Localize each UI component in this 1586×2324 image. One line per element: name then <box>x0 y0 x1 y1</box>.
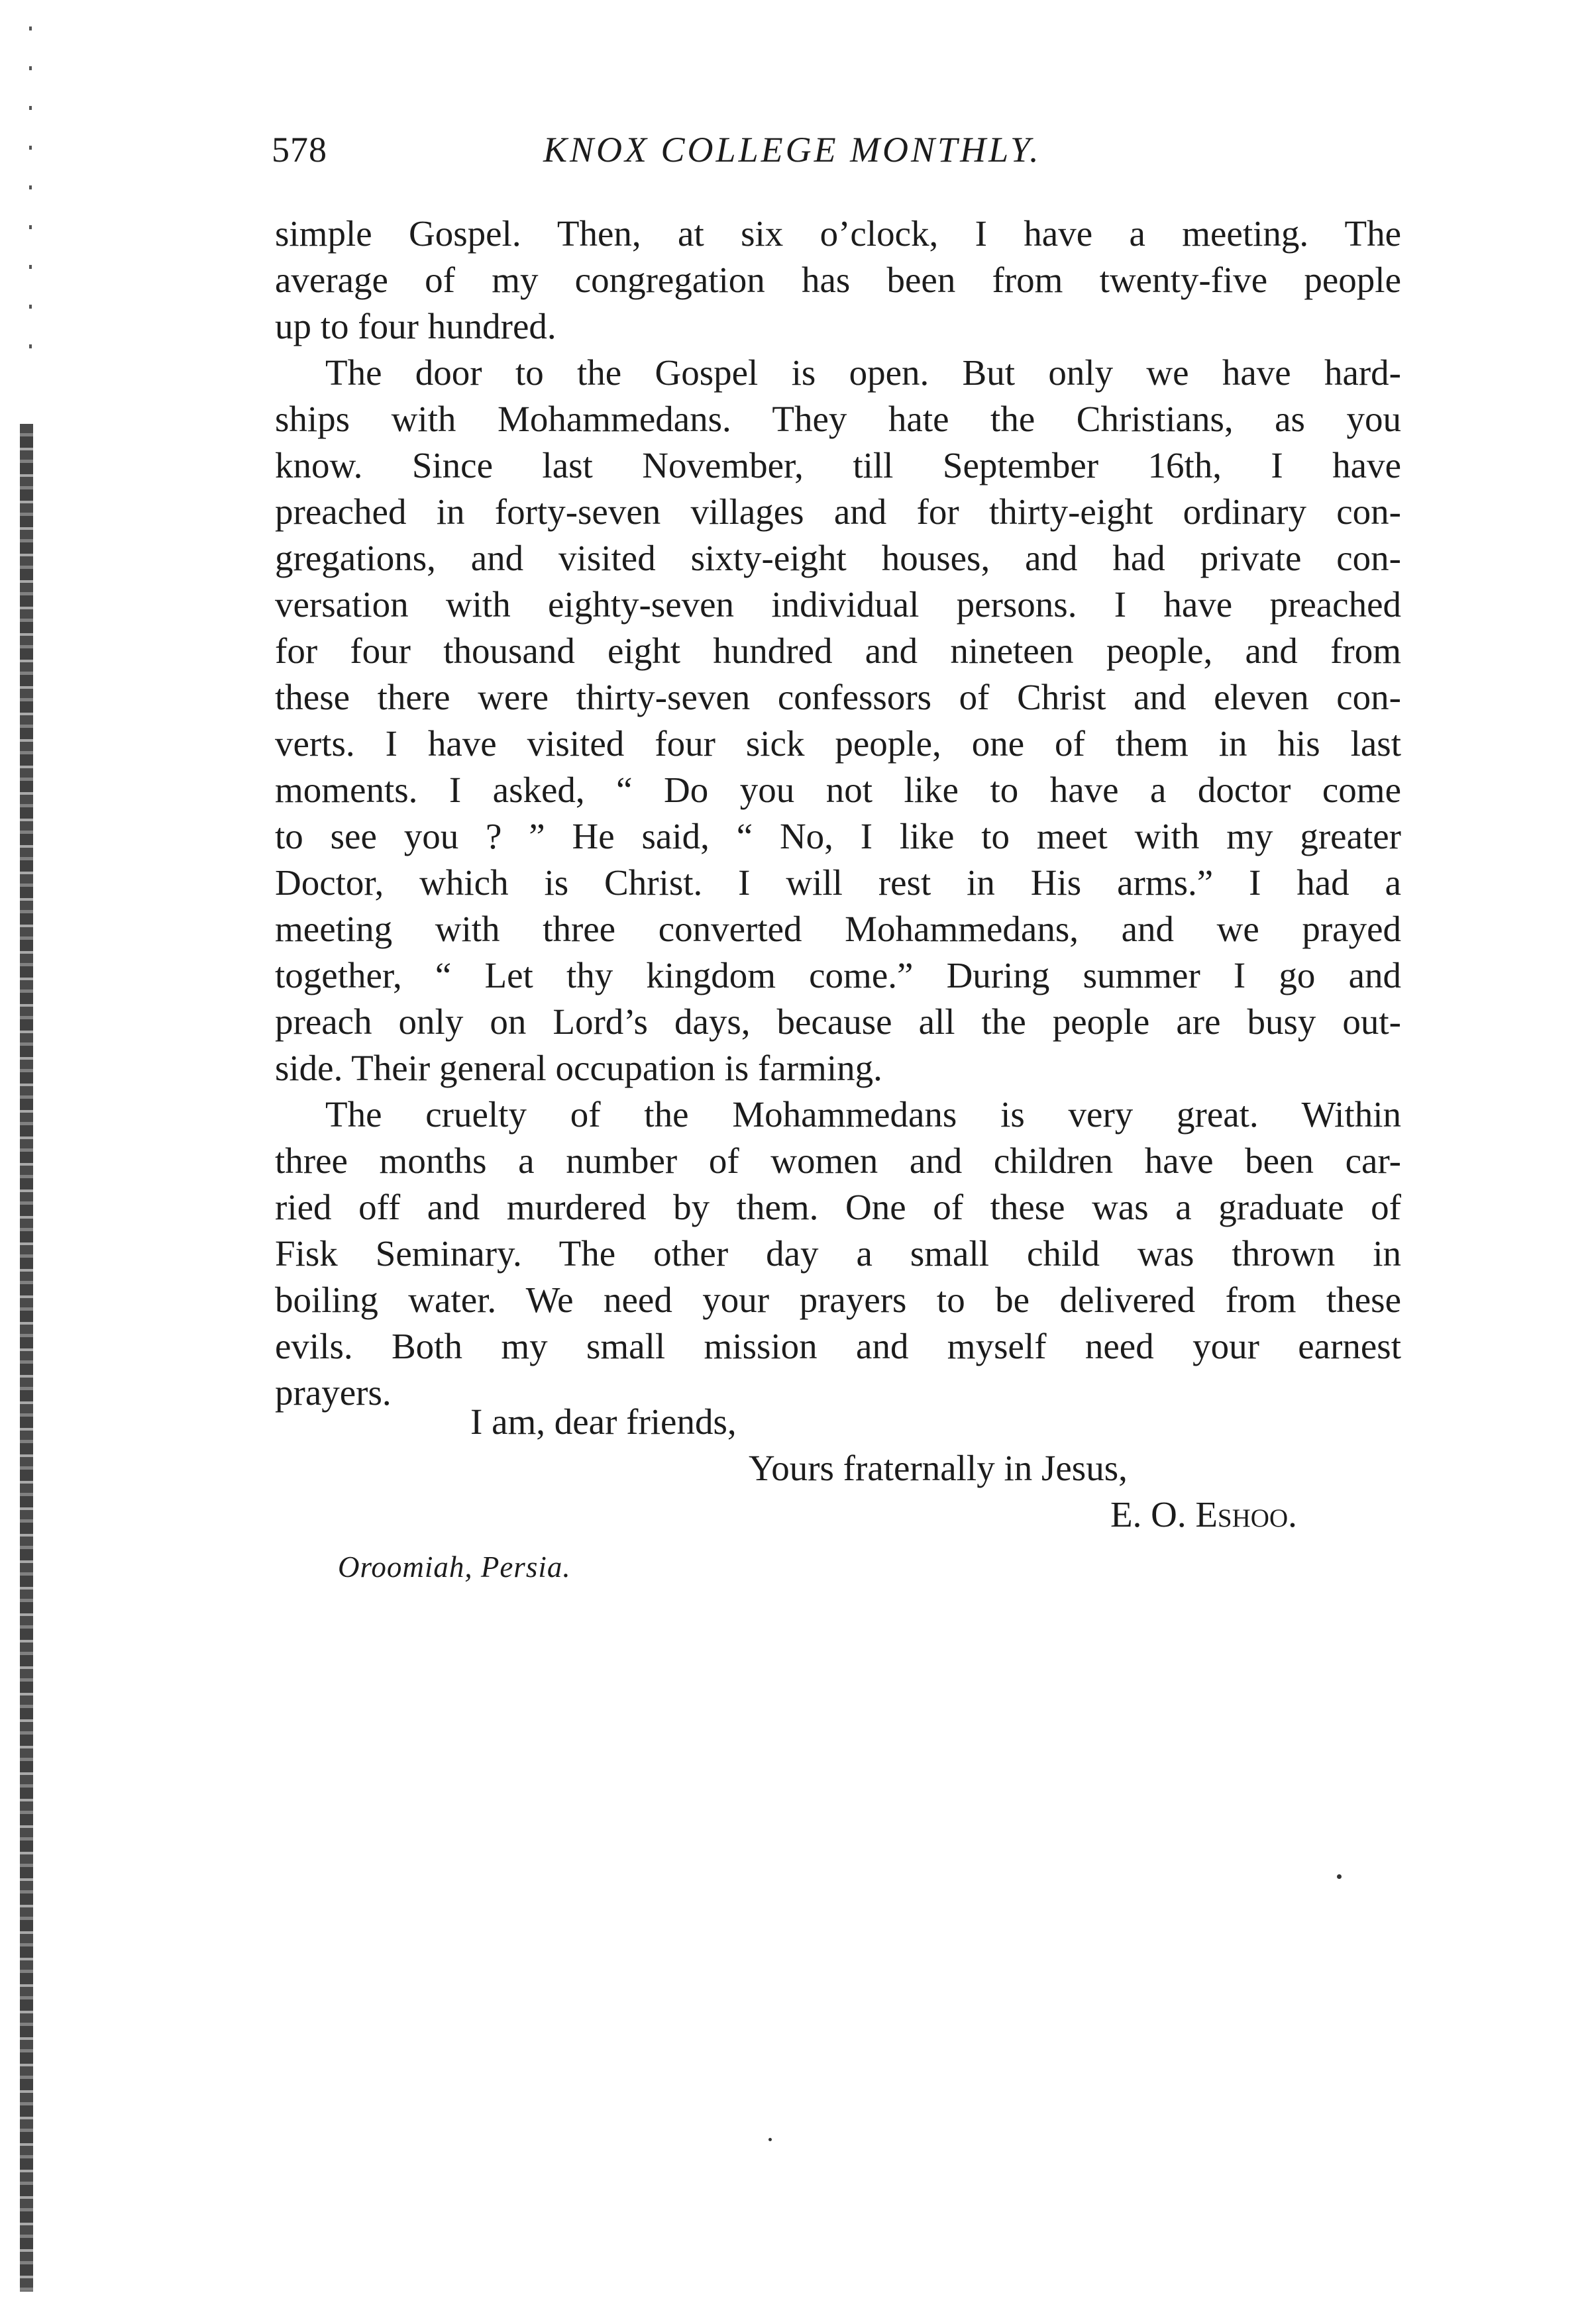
print-speck <box>768 2138 772 2141</box>
signature-initials: E. O. <box>1110 1494 1187 1535</box>
text-line: up to four hundred. <box>275 306 556 346</box>
text-line: know. Since last November, till September 16th, I have <box>275 445 1401 485</box>
text-line: evils. Both my small mission and myself need your earnest <box>275 1326 1401 1366</box>
text-line: The door to the Gospel is open. But only we have hard- <box>325 352 1401 393</box>
text-line: preached in forty-seven villages and for thirty-eight ordinary con- <box>275 491 1401 532</box>
text-line: ried off and murdered by them. One of these was a graduate of <box>275 1187 1401 1227</box>
text-line: side. Their general occupation is farming. <box>275 1048 882 1088</box>
binding-edge-marks <box>29 26 32 371</box>
valediction: Yours fraternally in Jesus, <box>749 1448 1128 1488</box>
text-line: meeting with three converted Mohammedans, and we prayed <box>275 909 1401 949</box>
text-line: simple Gospel. Then, at six o’clock, I have a meeting. The <box>275 213 1401 254</box>
text-line: Doctor, which is Christ. I will rest in His arms.” I had a <box>275 862 1401 903</box>
text-line: versation with eighty-seven individual persons. I have preached <box>275 584 1401 625</box>
text-line: boiling water. We need your prayers to be delivered from these <box>275 1280 1401 1320</box>
text-line: The cruelty of the Mohammedans is very great. Within <box>325 1094 1401 1135</box>
salutation: I am, dear friends, <box>470 1401 737 1442</box>
signature <box>1110 1491 1297 1538</box>
text-line: prayers. <box>275 1372 392 1413</box>
place-line: Oroomiah, Persia. <box>338 1550 571 1584</box>
text-line: ships with Mohammedans. They hate the Christians, as you <box>275 399 1401 439</box>
text-line: verts. I have visited four sick people, one of them in his last <box>275 723 1401 764</box>
text-line: for four thousand eight hundred and nineteen people, and from <box>275 631 1401 671</box>
text-line: Fisk Seminary. The other day a small child was thrown in <box>275 1233 1401 1274</box>
signature-surname: Eshoo. <box>1195 1494 1297 1535</box>
text-line: together, “ Let thy kingdom come.” During summer I go and <box>275 955 1401 995</box>
page-header <box>272 129 1398 182</box>
text-line: gregations, and visited sixty-eight houses, and had private con- <box>275 538 1401 578</box>
text-line: preach only on Lord’s days, because all the people are busy out- <box>275 1001 1401 1042</box>
text-line: average of my congregation has been from twenty-five people <box>275 260 1401 300</box>
page-number: 578 <box>272 130 327 170</box>
text-line: three months a number of women and children have been car- <box>275 1140 1401 1181</box>
body-text <box>275 211 1401 1416</box>
running-title: KNOX COLLEGE MONTHLY. <box>543 130 1041 170</box>
text-line: moments. I asked, “ Do you not like to have a doctor come <box>275 770 1401 810</box>
binding-edge-shadow <box>20 424 33 2292</box>
text-line: to see you ? ” He said, “ No, I like to meet with my greater <box>275 816 1401 856</box>
text-line: these there were thirty-seven confessors of Christ and eleven con- <box>275 677 1401 717</box>
print-speck <box>1337 1874 1342 1879</box>
